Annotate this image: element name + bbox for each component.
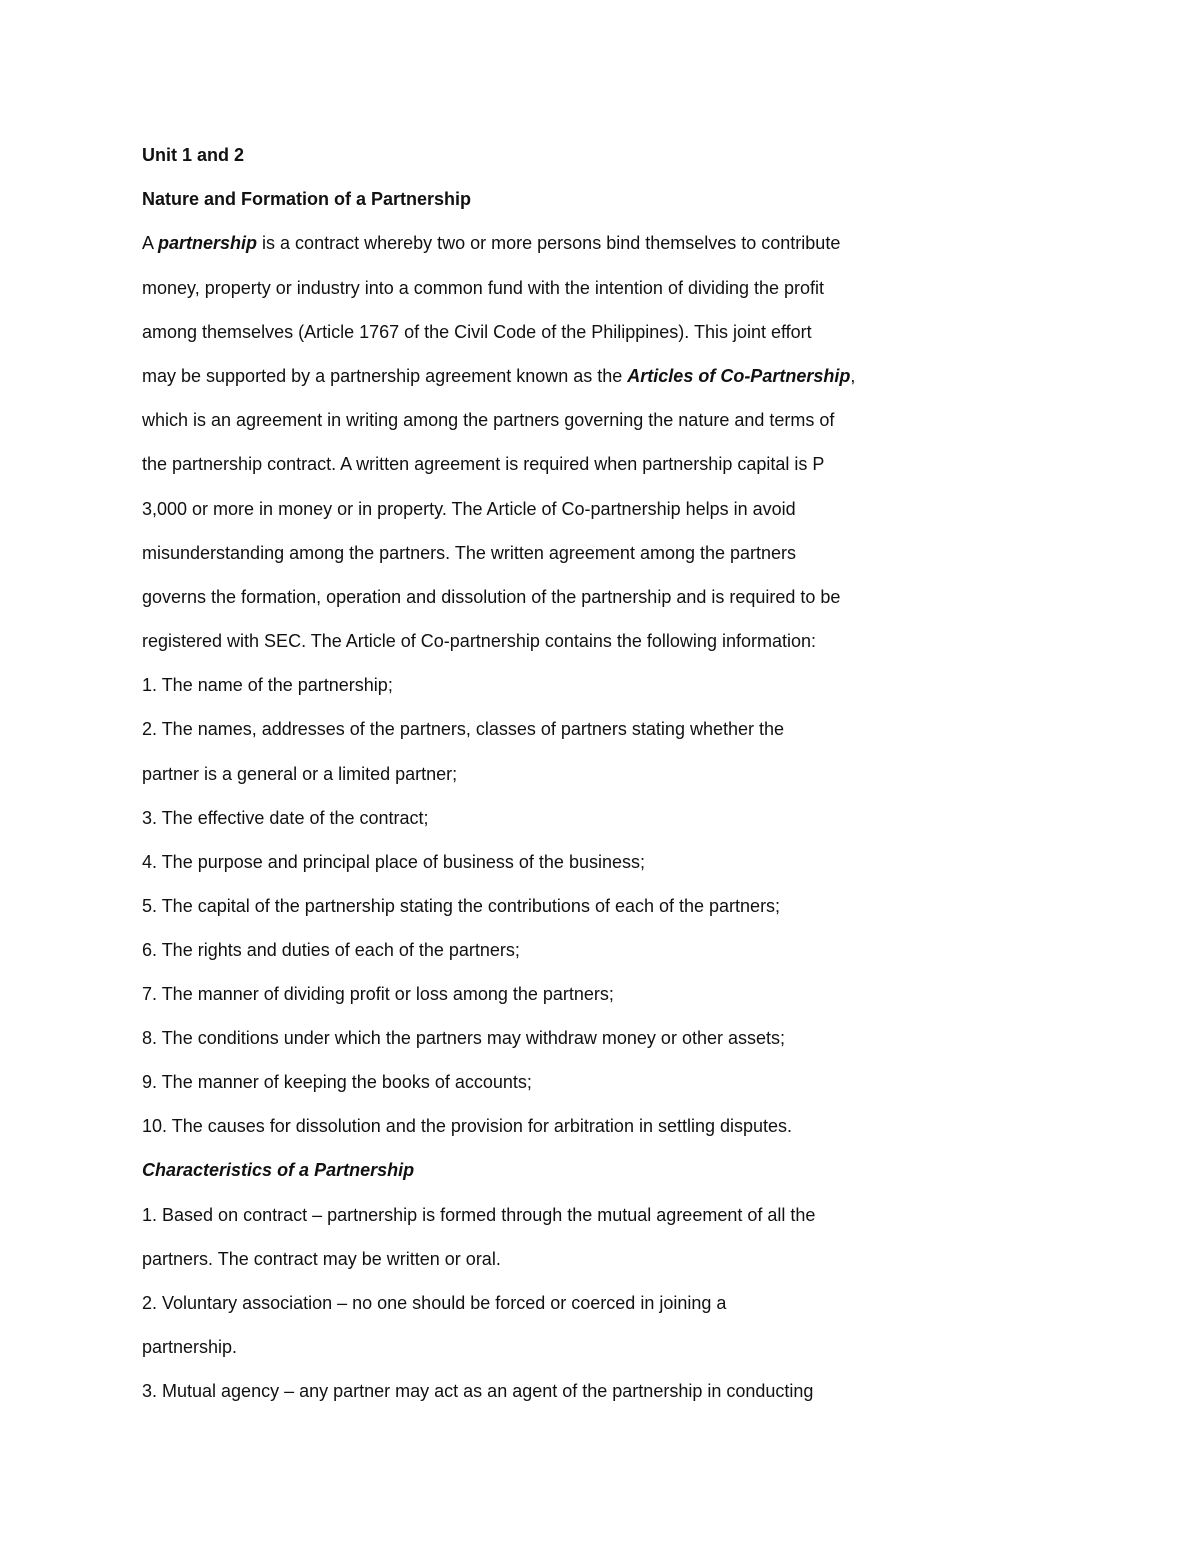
- list-item: 3. The effective date of the contract;: [142, 808, 429, 828]
- text-span: A: [142, 233, 159, 253]
- text-span: may be supported by a partnership agreement known as the: [142, 366, 628, 386]
- term-partnership: partnership: [158, 233, 258, 253]
- list-item: partners. The contract may be written or oral.: [142, 1249, 501, 1269]
- list-item: 2. The names, addresses of the partners, classes of partners stating whether the: [142, 719, 785, 739]
- paragraph-line: [142, 364, 855, 388]
- list-item: 1. Based on contract – partnership is formed through the mutual agreement of all the: [142, 1205, 816, 1225]
- paragraph-line: [142, 231, 840, 255]
- paragraph-line: misunderstanding among the partners. The written agreement among the partners: [142, 543, 797, 563]
- paragraph-line: among themselves (Article 1767 of the Civil Code of the Philippines). This joint effort: [142, 322, 812, 342]
- list-item: 7. The manner of dividing profit or loss among the partners;: [142, 984, 614, 1004]
- text-span: is a contract whereby two or more persons bind themselves to contribute: [257, 233, 841, 253]
- characteristics-heading: Characteristics of a Partnership: [142, 1160, 415, 1180]
- list-item: 5. The capital of the partnership stating the contributions of each of the partners;: [142, 896, 781, 916]
- paragraph-line: governs the formation, operation and dissolution of the partnership and is required to be: [142, 587, 841, 607]
- section-heading: Nature and Formation of a Partnership: [142, 189, 472, 209]
- list-item: 1. The name of the partnership;: [142, 675, 393, 695]
- list-item: 4. The purpose and principal place of business of the business;: [142, 852, 645, 872]
- paragraph-line: registered with SEC. The Article of Co-partnership contains the following information:: [142, 631, 816, 651]
- list-item: 6. The rights and duties of each of the partners;: [142, 940, 520, 960]
- list-item: 10. The causes for dissolution and the provision for arbitration in settling disputes.: [142, 1116, 793, 1136]
- list-item: 9. The manner of keeping the books of accounts;: [142, 1072, 532, 1092]
- unit-heading: Unit 1 and 2: [142, 145, 245, 165]
- list-item: 2. Voluntary association – no one should be forced or coerced in joining a: [142, 1293, 727, 1313]
- list-item: 3. Mutual agency – any partner may act as an agent of the partnership in conducting: [142, 1381, 814, 1401]
- paragraph-line: the partnership contract. A written agreement is required when partnership capital is P: [142, 454, 825, 474]
- paragraph-line: money, property or industry into a common fund with the intention of dividing the profit: [142, 278, 825, 298]
- term-articles-of-co-partnership: Articles of Co-Partnership: [627, 366, 851, 386]
- paragraph-line: which is an agreement in writing among the partners governing the nature and terms of: [142, 410, 835, 430]
- text-span: ,: [850, 366, 856, 386]
- list-item: partnership.: [142, 1337, 238, 1357]
- list-item: 8. The conditions under which the partners may withdraw money or other assets;: [142, 1028, 785, 1048]
- list-item: partner is a general or a limited partner;: [142, 764, 458, 784]
- paragraph-line: 3,000 or more in money or in property. The Article of Co-partnership helps in avoid: [142, 499, 796, 519]
